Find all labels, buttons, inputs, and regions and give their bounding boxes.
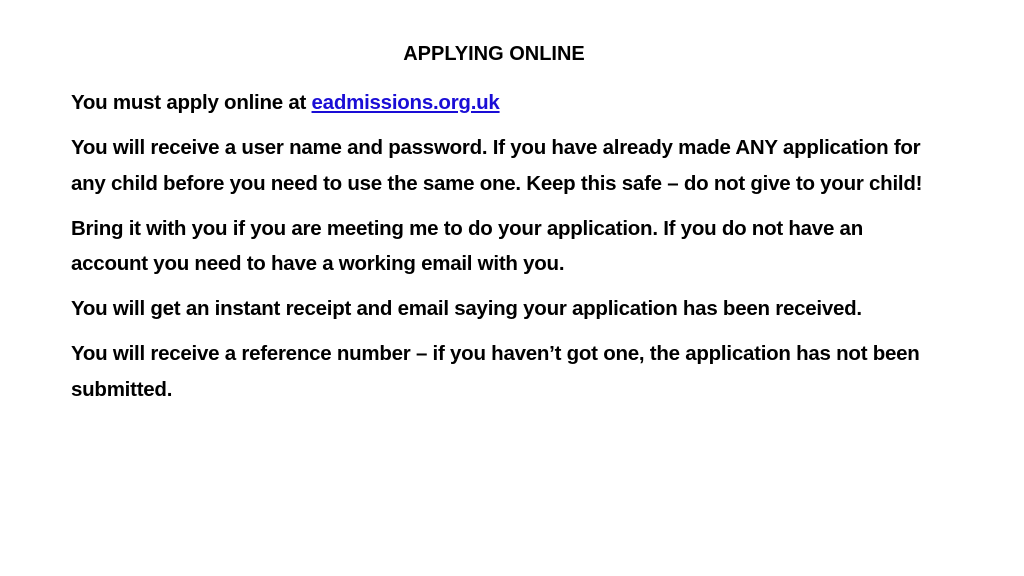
paragraph-username-password: You will receive a user name and password. If you have already made ANY application for any child before you need to use the same one. Keep this safe – do not give to your child! bbox=[71, 136, 923, 195]
slide-title-text: APPLYING ONLINE bbox=[403, 43, 585, 65]
paragraph-receipt: You will get an instant receipt and email saying your application has been received. bbox=[71, 297, 862, 320]
eadmissions-link[interactable]: eadmissions.org.uk bbox=[311, 91, 500, 114]
apply-online-text: You must apply online at bbox=[71, 91, 312, 114]
paragraph-reference-number: You will receive a reference number – if you haven’t got one, the application has not been submitted. bbox=[71, 342, 920, 401]
slide-title bbox=[0, 42, 1000, 66]
paragraph-bring-it: Bring it with you if you are meeting me to do your application. If you do not have an account you need to have a working email with you. bbox=[71, 216, 863, 275]
paragraph-apply-online bbox=[71, 85, 941, 121]
slide-body bbox=[71, 85, 941, 417]
